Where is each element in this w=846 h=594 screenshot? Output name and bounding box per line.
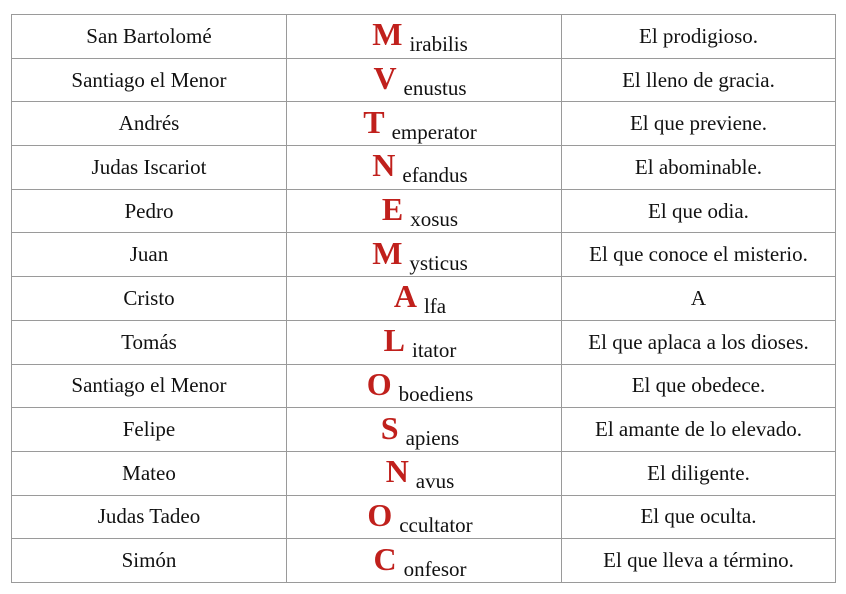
initial-letter: A	[393, 278, 417, 315]
apostle-cell: Simón	[12, 539, 287, 583]
latin-word	[393, 278, 447, 319]
table-row	[12, 364, 836, 408]
apostle-cell: Felipe	[12, 408, 287, 452]
latin-rest: efandus	[402, 163, 468, 188]
apostle-cell: Santiago el Menor	[12, 364, 287, 408]
meaning-cell: El que previene.	[562, 102, 836, 146]
table-row	[12, 539, 836, 583]
meaning-cell: El que aplaca a los dioses.	[562, 320, 836, 364]
latin-rest: itator	[412, 338, 457, 363]
latin-word	[381, 191, 459, 232]
latin-cell	[287, 539, 562, 583]
latin-rest: boediens	[398, 381, 474, 406]
apostle-cell: San Bartolomé	[12, 15, 287, 59]
latin-word	[372, 147, 468, 188]
initial-letter: O	[366, 365, 392, 402]
latin-cell	[287, 233, 562, 277]
latin-cell	[287, 58, 562, 102]
latin-cell	[287, 364, 562, 408]
latin-rest: apiens	[405, 425, 460, 450]
latin-rest: lfa	[423, 294, 447, 319]
initial-letter: O	[367, 496, 393, 533]
table-row	[12, 58, 836, 102]
initial-letter: C	[373, 540, 397, 577]
latin-cell	[287, 15, 562, 59]
latin-rest: irabilis	[409, 32, 468, 57]
table-row	[12, 233, 836, 277]
latin-word	[383, 322, 457, 363]
initial-letter: T	[363, 103, 385, 140]
meaning-cell: El que odia.	[562, 189, 836, 233]
apostle-cell: Tomás	[12, 320, 287, 364]
latin-rest: emperator	[391, 119, 477, 144]
latin-word	[373, 60, 467, 101]
meaning-cell: El prodigioso.	[562, 15, 836, 59]
apostle-cell: Judas Tadeo	[12, 495, 287, 539]
latin-word	[366, 365, 474, 406]
latin-word	[385, 453, 455, 494]
apostle-cell: Mateo	[12, 451, 287, 495]
initial-letter: V	[373, 60, 397, 97]
meaning-cell: El amante de lo elevado.	[562, 408, 836, 452]
latin-word	[372, 234, 468, 275]
initial-letter: N	[372, 147, 396, 184]
meaning-cell: El lleno de gracia.	[562, 58, 836, 102]
latin-cell	[287, 451, 562, 495]
initial-letter: L	[383, 322, 405, 359]
table-row	[12, 277, 836, 321]
latin-cell	[287, 277, 562, 321]
table-row	[12, 146, 836, 190]
meaning-cell: El diligente.	[562, 451, 836, 495]
apostle-cell: Andrés	[12, 102, 287, 146]
table-row	[12, 495, 836, 539]
table-row	[12, 15, 836, 59]
meaning-cell: El que lleva a término.	[562, 539, 836, 583]
apostle-cell: Santiago el Menor	[12, 58, 287, 102]
latin-cell	[287, 146, 562, 190]
meaning-cell: A	[562, 277, 836, 321]
apostle-cell: Judas Iscariot	[12, 146, 287, 190]
latin-word	[372, 16, 468, 57]
latin-rest: ysticus	[409, 250, 468, 275]
acrostic-table	[11, 14, 836, 583]
acrostic-table-body	[12, 15, 836, 583]
latin-word	[373, 540, 467, 581]
table-row	[12, 408, 836, 452]
latin-cell	[287, 102, 562, 146]
latin-rest: enustus	[403, 76, 467, 101]
initial-letter: M	[372, 234, 403, 271]
apostle-cell: Pedro	[12, 189, 287, 233]
latin-rest: avus	[415, 469, 455, 494]
latin-cell	[287, 320, 562, 364]
initial-letter: M	[372, 16, 403, 53]
meaning-cell: El que oculta.	[562, 495, 836, 539]
table-row	[12, 320, 836, 364]
initial-letter: N	[385, 453, 409, 490]
latin-word	[363, 103, 477, 144]
latin-rest: xosus	[410, 207, 459, 232]
latin-word	[367, 496, 473, 537]
latin-cell	[287, 495, 562, 539]
apostle-cell: Juan	[12, 233, 287, 277]
table-row	[12, 102, 836, 146]
latin-rest: onfesor	[403, 556, 467, 581]
latin-cell	[287, 408, 562, 452]
apostle-cell: Cristo	[12, 277, 287, 321]
meaning-cell: El que obedece.	[562, 364, 836, 408]
meaning-cell: El abominable.	[562, 146, 836, 190]
latin-cell	[287, 189, 562, 233]
table-row	[12, 189, 836, 233]
meaning-cell: El que conoce el misterio.	[562, 233, 836, 277]
latin-word	[380, 409, 460, 450]
initial-letter: E	[381, 191, 404, 228]
latin-rest: ccultator	[399, 512, 473, 537]
table-row	[12, 451, 836, 495]
initial-letter: S	[380, 409, 399, 446]
